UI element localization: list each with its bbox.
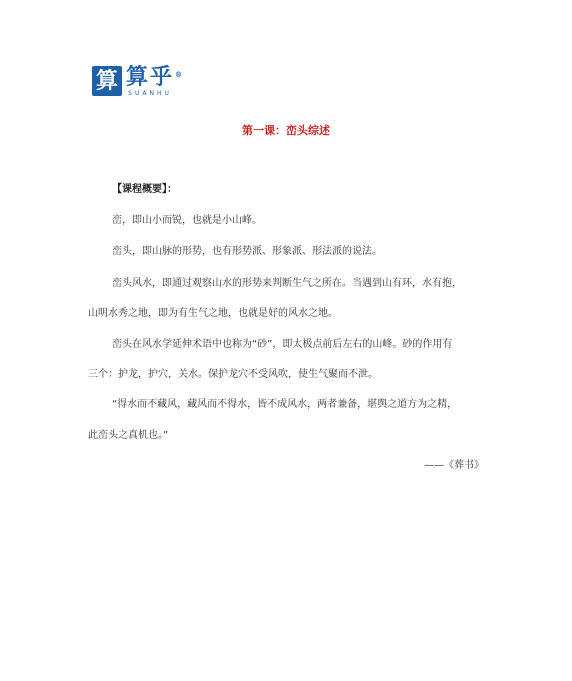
paragraph-line: 峦头，即山脉的形势，也有形势派、形象派、形法派的说法。 xyxy=(112,246,382,257)
logo-mark-icon: 算 xyxy=(92,66,122,96)
paragraph-line: “得水而不藏风，藏风而不得水，皆不成风水，两者兼备，堪舆之道方为之精， xyxy=(112,399,458,410)
paragraph-line: 峦头风水，即通过观察山水的形势来判断生气之所在。当遇到山有环，水有抱， xyxy=(112,278,462,289)
registered-mark: ® xyxy=(175,70,185,79)
paragraph-line: 山明水秀之地，即为有生气之地，也就是好的风水之地。 xyxy=(88,308,338,319)
section-heading: 【课程概要】： xyxy=(112,184,177,195)
quote-source: ——《葬书》 xyxy=(424,460,484,471)
paragraph-line: 此峦头之真机也。” xyxy=(88,430,169,441)
lesson-title: 第一课：峦头综述 xyxy=(242,124,330,137)
logo xyxy=(92,64,185,104)
logo-text xyxy=(126,64,185,98)
paragraph-line: 三个：护龙，护穴，关水。保护龙穴不受风吹，使生气聚而不泄。 xyxy=(88,369,378,380)
paragraph-line: 峦，即山小而锐，也就是小山峰。 xyxy=(112,215,262,226)
logo-name-cn-text: 算乎 xyxy=(126,64,175,90)
paragraph-line: 峦头在风水学延伸术语中也称为“砂”，即太极点前后左右的山峰。砂的作用有 xyxy=(112,339,453,350)
logo-name-en: SUANHU xyxy=(128,90,172,97)
logo-name-cn xyxy=(126,64,185,90)
